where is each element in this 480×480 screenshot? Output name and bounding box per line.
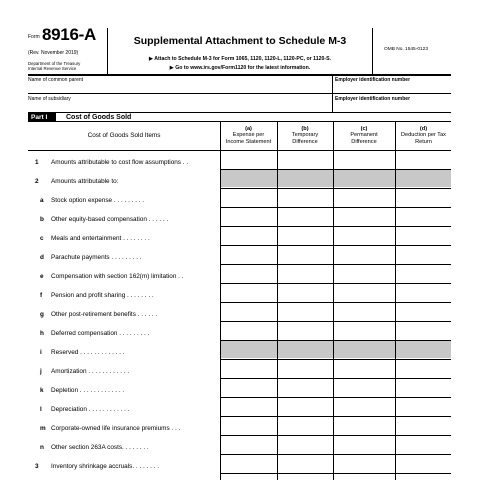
amount-cell-b[interactable] [278,284,333,301]
subsidiary-ein-input[interactable] [335,102,450,111]
amount-cell-b[interactable] [278,322,333,339]
subsidiary-ein-label: Employer identification number [335,96,411,102]
line-label: Depletion . . . . . . . . . . . . . [51,387,125,394]
header-divider-right [372,28,373,74]
line-number: f [40,292,43,299]
line-label: Other equity-based compensation . . . . . . [51,216,169,223]
amount-cell-b[interactable] [278,189,333,206]
amount-cell-c[interactable] [334,265,395,282]
column-a-line1: Expense per [232,132,265,139]
amount-cell-a[interactable] [221,417,277,434]
line-label: Amounts attributable to cost flow assumptions . . [51,159,189,166]
column-b-header [277,126,333,145]
amount-cell-c[interactable] [334,455,395,472]
amount-cell-c[interactable] [334,379,395,396]
line-number: d [40,254,44,261]
amount-cell-b[interactable] [278,436,333,453]
form-word: Form [28,34,40,40]
form-title: Supplemental Attachment to Schedule M-3 [133,35,347,47]
amount-cell-b[interactable] [278,246,333,263]
amount-cell-b[interactable] [278,417,333,434]
amount-cell-b[interactable] [278,379,333,396]
part-title: Cost of Goods Sold [66,113,132,121]
amount-cell-d[interactable] [396,360,451,377]
amount-cell-b[interactable] [278,303,333,320]
department-line-2: Internal Revenue Service [28,66,77,71]
amount-cell-d[interactable] [396,322,451,339]
amount-cell-d[interactable] [396,436,451,453]
ein-divider-2 [332,93,333,112]
amount-cell-c[interactable] [334,436,395,453]
amount-cell-a[interactable] [221,455,277,472]
amount-cell-c[interactable] [334,208,395,225]
line-number: h [40,330,44,337]
column-d-line2: Return [415,138,432,145]
line-label: Corporate-owned life insurance premiums . . . [51,425,181,432]
line-label: Compensation with section 162(m) limitation . . [51,273,184,280]
line-number: g [40,311,44,318]
line-number: 2 [35,178,39,185]
line-label: Stock option expense . . . . . . . . . [51,197,145,204]
amount-cell-c[interactable] [334,227,395,244]
line-label: Parachute payments . . . . . . . . . [51,254,142,261]
amount-cell-a[interactable] [221,189,277,206]
amount-cell-a[interactable] [221,265,277,282]
line-number: l [40,406,42,413]
line-label: Depreciation . . . . . . . . . . . . [51,406,130,413]
amount-cell-d[interactable] [396,208,451,225]
amount-cell-a[interactable] [221,284,277,301]
form-number: 8916-A [42,25,96,44]
row-rule [220,340,451,341]
row-rule [220,473,451,474]
line-number: k [40,387,44,394]
amount-cell-a[interactable] [221,303,277,320]
parent-ein-input[interactable] [335,83,450,92]
line-label: Deferred compensation . . . . . . . . . [51,330,150,337]
line-number: 1 [35,159,39,166]
part-bar-bottom-rule [28,121,451,122]
amount-cell-d[interactable] [396,379,451,396]
part-tag-label: Part I [31,113,48,121]
amount-cell-b[interactable] [278,151,333,168]
amount-cell-d[interactable] [396,455,451,472]
amount-cell-d[interactable] [396,151,451,168]
shaded-row-2 [220,169,451,187]
subsidiary-input[interactable] [28,102,332,111]
department-line-1: Department of the Treasury [28,61,81,66]
amount-cell-d[interactable] [396,398,451,415]
line-number: 3 [35,463,39,470]
amount-cell-c[interactable] [334,189,395,206]
line-number: e [40,273,44,280]
amount-cell-c[interactable] [334,398,395,415]
column-d-line1: Deduction per Tax [401,132,446,139]
omb-number: OMB No. 1545-0123 [384,47,428,52]
amount-cell-c[interactable] [334,303,395,320]
amount-cell-d[interactable] [396,265,451,282]
ein-divider-1 [332,75,333,93]
shaded-row-i [220,340,451,358]
amount-cell-a[interactable] [221,436,277,453]
line-number: b [40,216,44,223]
amount-cell-c[interactable] [334,246,395,263]
amount-cell-c[interactable] [334,360,395,377]
amount-cell-a[interactable] [221,379,277,396]
amount-cell-c[interactable] [334,322,395,339]
line-number: m [40,425,46,432]
column-b-letter: (b) [301,126,309,132]
column-c-header [333,126,395,145]
line-label: Other post-retirement benefits . . . . . . [51,311,158,318]
amount-cell-d[interactable] [396,417,451,434]
attach-instruction: ▶ Attach to Schedule M-3 for Form 1065, 1120, 1120-L, 1120-PC, or 1120-S. [149,56,331,62]
column-c-line2: Difference [351,138,377,145]
line-label: Other section 263A costs. . . . . . . . [51,444,149,451]
column-b-line1: Temporary [291,132,319,139]
amount-cell-c[interactable] [334,284,395,301]
common-parent-input[interactable] [28,83,332,92]
line-number: c [40,235,44,242]
amount-cell-b[interactable] [278,360,333,377]
amount-cell-d[interactable] [396,303,451,320]
column-d-header [395,126,452,145]
amount-cell-c[interactable] [334,151,395,168]
line-label: Amounts attributable to: [51,178,119,185]
common-parent-label: Name of common parent [28,77,84,83]
line-label: Reserved . . . . . . . . . . . . . [51,349,125,356]
amount-cell-b[interactable] [278,455,333,472]
amount-cell-a[interactable] [221,208,277,225]
amount-cell-a[interactable] [221,322,277,339]
line-label: Pension and profit sharing . . . . . . . . [51,292,154,299]
items-column-header: Cost of Goods Sold Items [87,132,161,139]
column-c-line1: Permanent [350,132,378,139]
amount-cell-b[interactable] [278,265,333,282]
line-label: Meals and entertainment . . . . . . . . [51,235,150,242]
row-rule [220,169,451,170]
line-number: n [40,444,44,451]
amount-cell-a[interactable] [221,360,277,377]
column-b-line2: Difference [292,138,318,145]
subsidiary-label: Name of subsidiary [28,96,71,102]
amount-cell-c[interactable] [334,417,395,434]
header-bottom-rule [28,74,451,76]
amount-cell-a[interactable] [221,246,277,263]
line-number: a [40,197,44,204]
column-a-letter: (a) [245,126,252,132]
amount-cell-d[interactable] [396,284,451,301]
website-instruction: ▶ Go to www.irs.gov/Form1120 for the latest information. [169,65,311,71]
line-label: Inventory shrinkage accruals. . . . . . . . [51,463,159,470]
line-number: j [40,368,42,375]
column-d-letter: (d) [419,126,428,132]
amount-cell-b[interactable] [278,227,333,244]
revision-date: (Rev. November 2019) [28,50,79,56]
amount-cell-a[interactable] [221,227,277,244]
amount-cell-d[interactable] [396,246,451,263]
column-a-header [220,126,277,145]
line-label: Amortization . . . . . . . . . . . . [51,368,130,375]
amount-cell-d[interactable] [396,227,451,244]
amount-cell-a[interactable] [221,398,277,415]
column-a-line2: Income Statement [225,138,272,145]
amount-cell-d[interactable] [396,189,451,206]
amount-cell-b[interactable] [278,398,333,415]
amount-cell-b[interactable] [278,208,333,225]
line-number: i [40,349,42,356]
parent-ein-label: Employer identification number [335,77,411,83]
parent-row-rule [28,93,451,94]
amount-cell-a[interactable] [221,151,277,168]
column-c-letter: (c) [360,126,368,132]
